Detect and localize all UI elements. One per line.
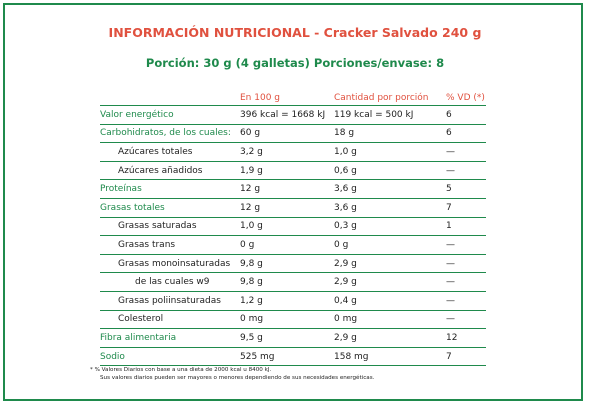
header-per-portion: Cantidad por porción	[334, 90, 446, 106]
daily-value-percent: —	[446, 291, 486, 310]
daily-value-percent: —	[446, 273, 486, 292]
table-row	[100, 329, 486, 348]
nutrient-name: Azúcares añadidos	[100, 161, 240, 180]
nutrient-name: Fibra alimentaria	[100, 329, 240, 348]
table-row	[100, 217, 486, 236]
daily-value-percent: —	[446, 236, 486, 255]
table-row	[100, 161, 486, 180]
header-daily-value: % VD (*)	[446, 90, 486, 106]
footnote-line-1: * % Valores Diarios con base a una dieta de 2000 kcal u 8400 kJ.	[90, 367, 272, 373]
daily-value-percent: 7	[446, 347, 486, 366]
value-per-portion: 1,0 g	[334, 143, 446, 162]
daily-value-percent: 6	[446, 124, 486, 143]
nutrient-name: Valor energético	[100, 106, 240, 125]
nutrient-name: Azúcares totales	[100, 143, 240, 162]
value-per-portion: 3,6 g	[334, 198, 446, 217]
table-row	[100, 254, 486, 273]
table-row	[100, 143, 486, 162]
value-per-portion: 0,4 g	[334, 291, 446, 310]
daily-value-percent: —	[446, 254, 486, 273]
header-per-100g: En 100 g	[240, 90, 334, 106]
nutrient-name: de las cuales w9	[100, 273, 240, 292]
value-per-portion: 2,9 g	[334, 254, 446, 273]
table-header-row	[100, 90, 486, 106]
value-per-100g: 525 mg	[240, 347, 334, 366]
nutrition-table	[100, 90, 486, 366]
footnote-line-2: Sus valores diarios pueden ser mayores o menores dependiendo de sus necesidades energéticas.	[100, 375, 375, 381]
nutrient-name: Grasas saturadas	[100, 217, 240, 236]
value-per-100g: 9,8 g	[240, 273, 334, 292]
daily-value-percent: —	[446, 143, 486, 162]
value-per-portion: 0 mg	[334, 310, 446, 329]
value-per-100g: 9,5 g	[240, 329, 334, 348]
daily-value-percent: 1	[446, 217, 486, 236]
value-per-100g: 12 g	[240, 180, 334, 199]
nutrient-name: Proteínas	[100, 180, 240, 199]
header-nutrient	[100, 90, 240, 106]
value-per-100g: 12 g	[240, 198, 334, 217]
table-row	[100, 198, 486, 217]
table-row	[100, 291, 486, 310]
value-per-100g: 396 kcal = 1668 kJ	[240, 106, 334, 125]
table-row	[100, 273, 486, 292]
value-per-portion: 119 kcal = 500 kJ	[334, 106, 446, 125]
value-per-portion: 158 mg	[334, 347, 446, 366]
value-per-100g: 0 g	[240, 236, 334, 255]
value-per-portion: 0,6 g	[334, 161, 446, 180]
value-per-100g: 0 mg	[240, 310, 334, 329]
label-title: INFORMACIÓN NUTRICIONAL - Cracker Salvado 240 g	[108, 25, 482, 40]
value-per-portion: 0,3 g	[334, 217, 446, 236]
nutrient-name: Colesterol	[100, 310, 240, 329]
table-row	[100, 236, 486, 255]
value-per-portion: 18 g	[334, 124, 446, 143]
portion-info: Porción: 30 g (4 galletas) Porciones/envase: 8	[145, 56, 445, 70]
nutrient-name: Grasas poliinsaturadas	[100, 291, 240, 310]
nutrient-name: Grasas monoinsaturadas	[100, 254, 240, 273]
nutrient-name: Sodio	[100, 347, 240, 366]
value-per-portion: 2,9 g	[334, 329, 446, 348]
value-per-100g: 60 g	[240, 124, 334, 143]
table-row	[100, 347, 486, 366]
daily-value-percent: 12	[446, 329, 486, 348]
daily-value-percent: —	[446, 310, 486, 329]
value-per-100g: 9,8 g	[240, 254, 334, 273]
daily-value-percent: 7	[446, 198, 486, 217]
value-per-100g: 3,2 g	[240, 143, 334, 162]
daily-value-percent: 5	[446, 180, 486, 199]
footnote	[90, 366, 374, 382]
daily-value-percent: 6	[446, 106, 486, 125]
daily-value-percent: —	[446, 161, 486, 180]
nutrient-name: Grasas trans	[100, 236, 240, 255]
value-per-100g: 1,9 g	[240, 161, 334, 180]
nutrient-name: Grasas totales	[100, 198, 240, 217]
table-row	[100, 310, 486, 329]
value-per-100g: 1,0 g	[240, 217, 334, 236]
value-per-portion: 0 g	[334, 236, 446, 255]
value-per-100g: 1,2 g	[240, 291, 334, 310]
table-row	[100, 124, 486, 143]
table-row	[100, 106, 486, 125]
table-row	[100, 180, 486, 199]
value-per-portion: 3,6 g	[334, 180, 446, 199]
value-per-portion: 2,9 g	[334, 273, 446, 292]
nutrient-name: Carbohidratos, de los cuales:	[100, 124, 240, 143]
